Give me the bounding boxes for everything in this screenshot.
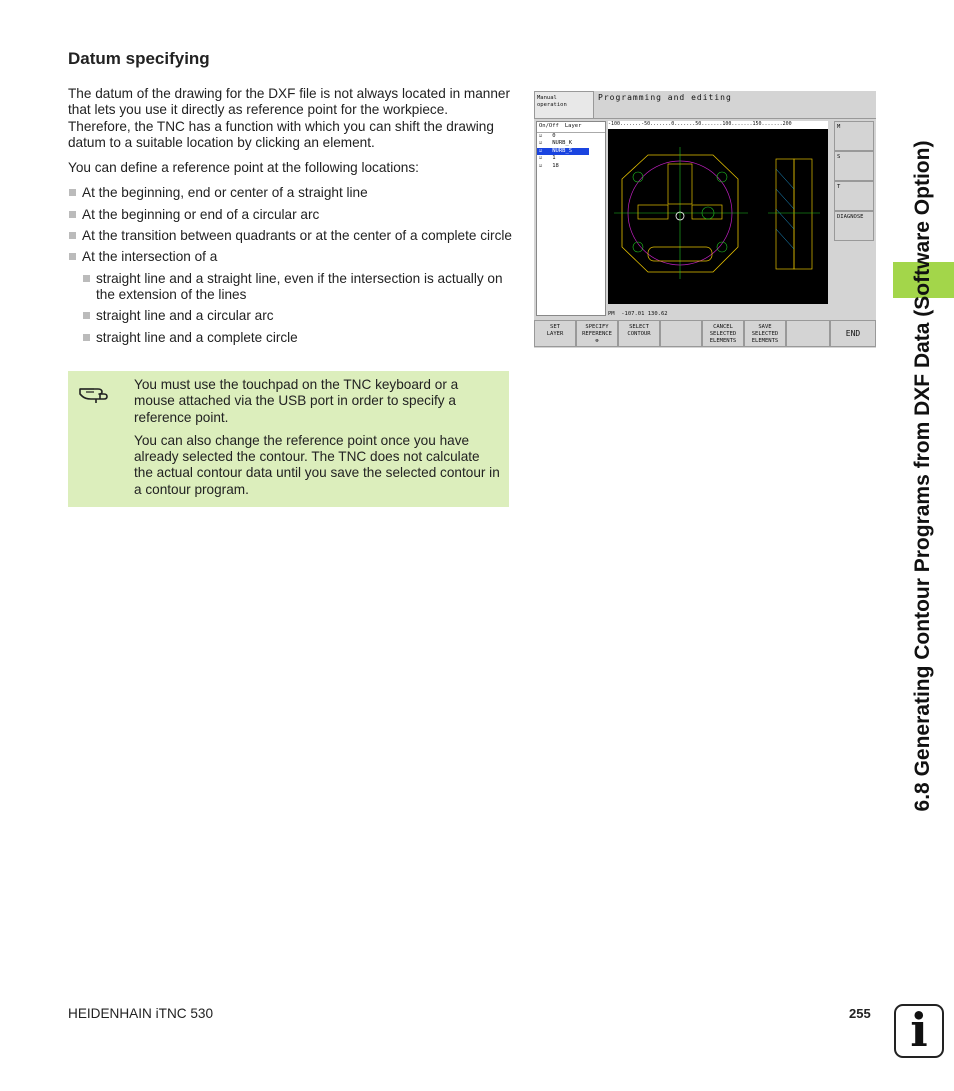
mode-panel (534, 91, 594, 119)
note-box (68, 371, 509, 507)
softkey-end[interactable] (830, 320, 876, 347)
note-paragraph-1: You must use the touchpad on the TNC keyboard or a mouse attached via the USB port in order to specify a reference point. (134, 377, 459, 425)
body-text (68, 86, 513, 351)
coords-prefix: PM (608, 311, 615, 317)
softkey-label: M (837, 124, 841, 130)
chapter-title: 6.8 Generating Contour Programs from DXF Data (Software Option) (911, 140, 934, 812)
softkey-line: ELEMENTS (751, 338, 779, 344)
softkey-line: SELECTED (751, 331, 779, 337)
layer-name: NURB_S (552, 147, 573, 154)
info-glyph: i (910, 1003, 928, 1057)
sub-bullet-item: straight line and a circular arc (82, 308, 513, 324)
layer-name: 18 (552, 162, 559, 169)
layer-header-onoff: On/Off (539, 123, 559, 129)
softkey-line: SELECT (629, 324, 649, 330)
drawing-canvas[interactable] (608, 129, 828, 304)
note-paragraph-2: You can also change the reference point once you have already selected the contour. The TNC does not calculate the actual contour data until you save the selected contour in a contour program. (134, 432, 500, 497)
layer-row[interactable]: ☑ NURB_K (539, 140, 573, 146)
softkey-m[interactable] (834, 121, 874, 151)
softkey-s[interactable] (834, 151, 874, 181)
softkey-line: CANCEL (713, 324, 733, 330)
intro-paragraph: The datum of the drawing for the DXF file is not always located in manner that lets you use it directly as reference point for the workpiece. Therefore, the TNC has a function with which you can shift the drawing datum to a suitable location by clicking an element. (68, 86, 511, 150)
softkey-cancel-selected[interactable] (702, 320, 744, 347)
layer-row[interactable]: ☑ 1 (539, 155, 556, 161)
pointing-hand-icon (78, 379, 112, 405)
layer-name: 1 (552, 155, 556, 161)
softkey-line: SPECIFY (585, 324, 609, 330)
info-icon (894, 1004, 944, 1058)
softkey-line: LAYER (546, 331, 564, 337)
softkey-line: CONTOUR (627, 331, 651, 337)
softkey-label: DIAGNOSE (837, 214, 864, 220)
softkey-line: SET (550, 324, 560, 330)
bullet-item: At the beginning, end or center of a straight line (68, 185, 513, 201)
footer-product: HEIDENHAIN iTNC 530 (68, 1006, 214, 1021)
lead-paragraph: You can define a reference point at the following locations: (68, 160, 419, 176)
softkey-set-layer[interactable] (534, 320, 576, 347)
softkey-save-selected[interactable] (744, 320, 786, 347)
softkey-line: SELECTED (709, 331, 737, 337)
layer-name: NURB_K (552, 140, 573, 146)
softkey-label: S (837, 154, 841, 160)
softkey-specify-reference[interactable] (576, 320, 618, 347)
screen-title-bar (594, 91, 876, 119)
softkey-line: SAVE (758, 324, 772, 330)
sub-bullet-item: straight line and a complete circle (82, 330, 513, 346)
softkey-select-contour[interactable] (618, 320, 660, 347)
screen-title: Programming and editing (598, 93, 732, 102)
tnc-screenshot (534, 91, 876, 348)
page-number: 255 (849, 1006, 871, 1021)
crosshair-icon: ⊕ (595, 338, 599, 344)
layer-panel (536, 121, 606, 316)
section-heading: Datum specifying (68, 49, 210, 68)
chapter-sidebar (893, 0, 954, 880)
mode-line-2: operation (537, 102, 567, 108)
mode-line-1: Manual (537, 95, 557, 101)
bullet-item: At the transition between quadrants or at the center of a complete circle (68, 228, 513, 244)
right-softkey-column (834, 121, 874, 316)
softkey-line: REFERENCE (582, 331, 612, 337)
coordinate-readout (608, 311, 668, 317)
softkey-label: T (837, 184, 841, 190)
ruler: -100.......-50.......0.......50.......100.......150.......200 (608, 121, 828, 129)
softkey-line: END (845, 329, 861, 338)
layer-row-selected[interactable]: ☑ NURB_S (537, 148, 589, 156)
layer-header-layer: Layer (564, 123, 582, 129)
layer-row[interactable]: ☑ 18 (539, 162, 559, 169)
layer-row[interactable]: ☑ 0 (539, 132, 556, 139)
softkey-line: ELEMENTS (709, 338, 737, 344)
softkey-empty[interactable] (660, 320, 702, 347)
bullet-item: At the intersection of a (68, 249, 513, 265)
softkey-t[interactable] (834, 181, 874, 211)
layer-name: 0 (552, 132, 556, 139)
sub-bullet-item: straight line and a straight line, even if the intersection is actually on the extension of the lines (82, 271, 513, 304)
softkey-empty[interactable] (786, 320, 830, 347)
softkey-diagnose[interactable] (834, 211, 874, 241)
bullet-item: At the beginning or end of a circular arc (68, 207, 513, 223)
coords-value: -107.01 130.62 (621, 311, 668, 317)
